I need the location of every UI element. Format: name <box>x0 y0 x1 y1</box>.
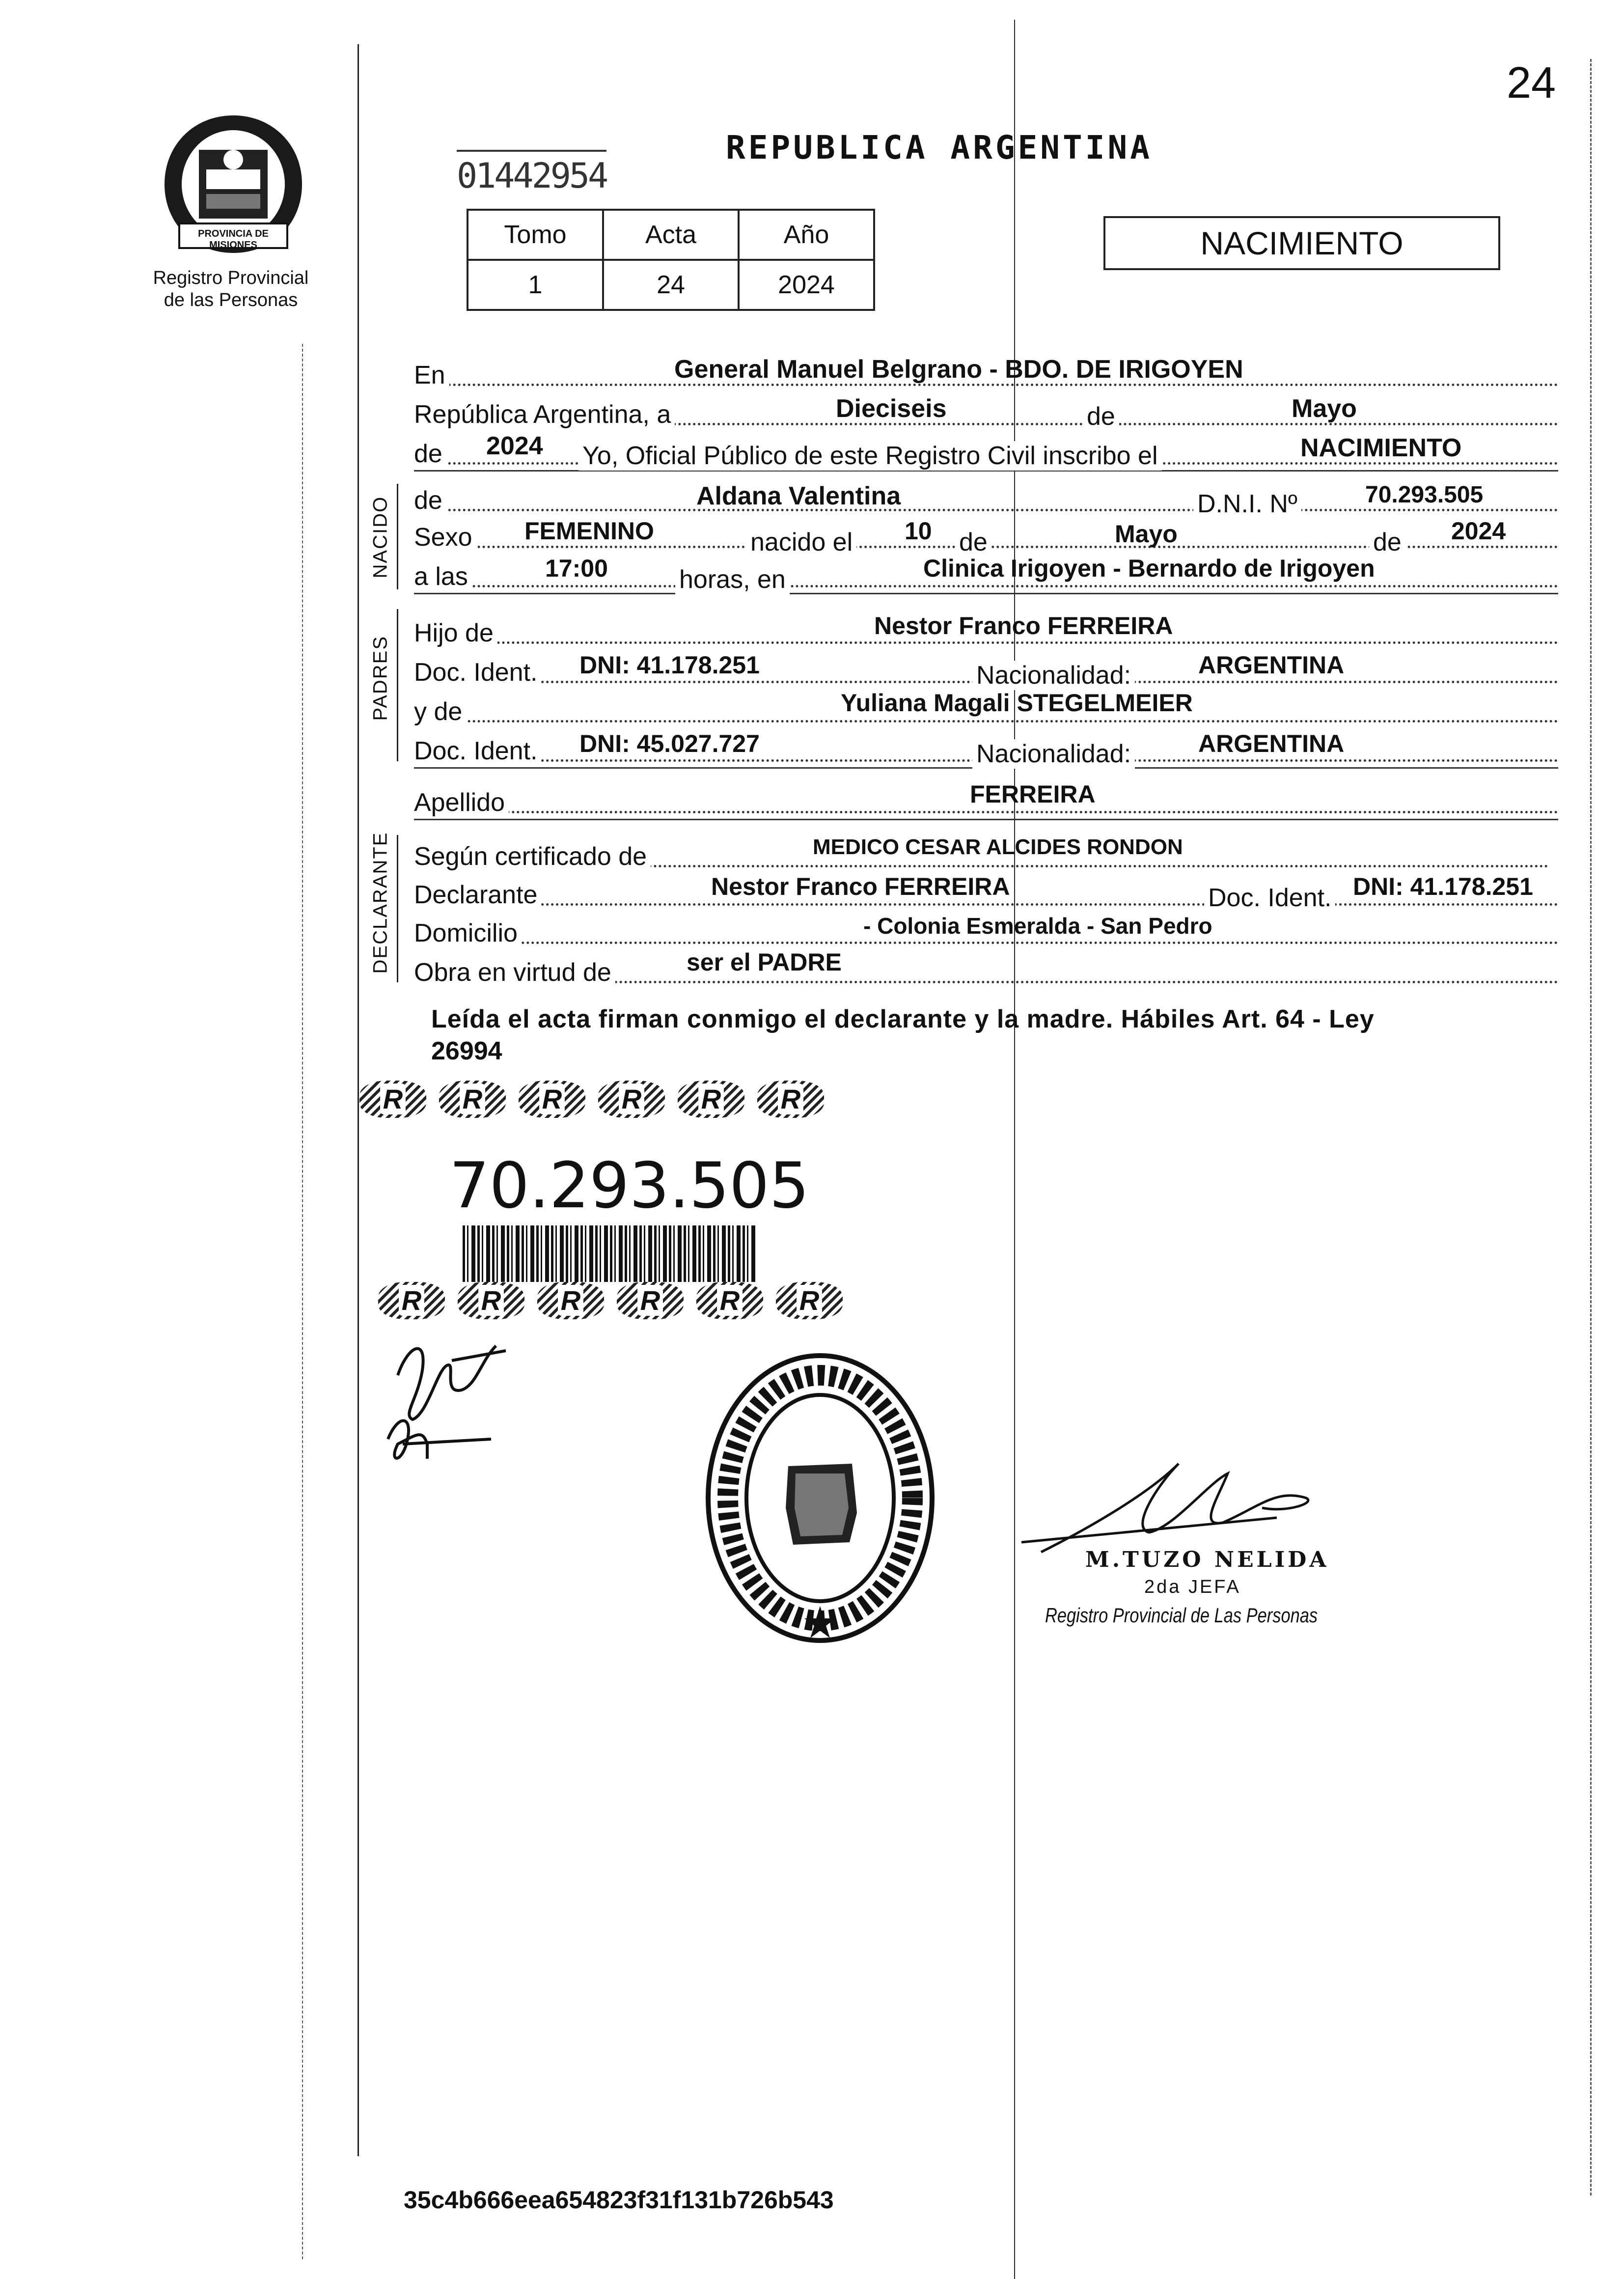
declarant-signature <box>378 1316 535 1473</box>
inscription-value: NACIMIENTO <box>1300 434 1462 462</box>
country-title: REPUBLICA ARGENTINA <box>726 129 1153 167</box>
birth-day: 10 <box>905 517 932 545</box>
father-nationality: ARGENTINA <box>1198 651 1345 679</box>
sticker-number: 70.293.505 <box>449 1149 809 1223</box>
cert-label: Según certificado de <box>414 842 651 871</box>
closing-line2: 26994 <box>431 1037 502 1065</box>
page-number: 24 <box>1507 58 1556 108</box>
r-mark: R <box>378 1282 445 1319</box>
r-mark: R <box>537 1282 604 1319</box>
birth-de2-label: de <box>1369 528 1405 557</box>
mother-doc: DNI: 45.027.727 <box>579 730 760 757</box>
misiones-logo <box>160 111 307 258</box>
de2-label: de <box>414 439 446 469</box>
mother-nationality: ARGENTINA <box>1198 730 1345 757</box>
r-mark: R <box>439 1081 506 1118</box>
de-label: de <box>1083 402 1119 431</box>
anio-value: 2024 <box>739 260 874 310</box>
cert-value: MEDICO CESAR ALCIDES RONDON <box>813 835 1183 859</box>
day-value: Dieciseis <box>836 394 947 423</box>
r-mark: R <box>519 1081 585 1118</box>
r-mark: R <box>776 1282 843 1319</box>
logo-text: PROVINCIA DE MISIONES <box>198 228 269 250</box>
row-obra <box>414 951 1558 990</box>
official-office: Registro Provincial de Las Personas <box>1045 1604 1318 1627</box>
serial-number: 01442954 <box>457 150 606 196</box>
nacido-el-label: nacido el <box>746 528 856 557</box>
tomo-value: 1 <box>468 260 603 310</box>
nacido-section-label: NACIDO <box>369 496 391 579</box>
official-name: M.TUZO NELIDA <box>1085 1547 1329 1572</box>
mother-doc-label: Doc. Ident. <box>414 736 541 766</box>
r-mark: R <box>359 1081 426 1118</box>
act-type-box <box>1103 216 1500 270</box>
padres-bracket <box>397 609 398 761</box>
apellido-value: FERREIRA <box>970 780 1096 808</box>
registry-name-line2: de las Personas <box>164 290 298 310</box>
row-republica <box>414 393 1558 432</box>
yo-label: Yo, Oficial Público de este Registro Civil inscribo el <box>578 441 1162 471</box>
registry-name-line1: Registro Provincial <box>153 268 309 288</box>
declarante-doc: DNI: 41.178.251 <box>1353 873 1533 900</box>
nacido-bracket <box>397 484 398 589</box>
sexo-label: Sexo <box>414 523 476 552</box>
domicilio-value: - Colonia Esmeralda - San Pedro <box>863 913 1212 939</box>
birth-place: Clinica Irigoyen - Bernardo de Irigoyen <box>923 555 1375 582</box>
apellido-label: Apellido <box>414 788 509 817</box>
obra-value: ser el PADRE <box>687 948 842 976</box>
domicilio-label: Domicilio <box>414 918 522 948</box>
decl-doc-label: Doc. Ident. <box>1204 883 1335 913</box>
year-value: 2024 <box>486 432 543 460</box>
r-mark: R <box>458 1282 524 1319</box>
r-mark: R <box>678 1081 744 1118</box>
declarante-label: Declarante <box>414 880 541 910</box>
mother-nat-label: Nacionalidad: <box>972 739 1135 769</box>
acta-value: 24 <box>603 260 739 310</box>
left-edge-dashed-line <box>302 344 303 2259</box>
dni-label: D.N.I. Nº <box>1193 489 1301 519</box>
closing-line1: Leída el acta firman conmigo el declarante y la madre. Hábiles Art. 64 - Ley <box>431 1005 1375 1033</box>
padres-section-label: PADRES <box>369 635 391 721</box>
child-dni: 70.293.505 <box>1365 482 1484 508</box>
birth-de-label: de <box>955 528 991 557</box>
barcode <box>463 1225 757 1282</box>
security-strip-bottom <box>378 1282 843 1319</box>
birth-year: 2024 <box>1451 517 1506 545</box>
mother-name: Yuliana Magali STEGELMEIER <box>841 689 1193 717</box>
acta-header: Acta <box>603 210 739 260</box>
month-value: Mayo <box>1292 394 1357 423</box>
act-type-label: NACIMIENTO <box>1200 225 1404 261</box>
right-edge-dashed-line <box>1590 59 1592 2196</box>
r-mark: R <box>598 1081 665 1118</box>
child-name: Aldana Valentina <box>696 482 901 510</box>
birth-month: Mayo <box>1115 520 1178 548</box>
tomo-acta-table <box>467 209 875 311</box>
hijo-label: Hijo de <box>414 618 497 648</box>
r-mark: R <box>757 1081 824 1118</box>
alas-label: a las <box>414 562 472 591</box>
r-mark: R <box>696 1282 763 1319</box>
registry-stamp <box>702 1351 938 1645</box>
left-margin-line <box>358 44 359 2156</box>
official-role: 2da JEFA <box>1144 1577 1241 1597</box>
document-hash: 35c4b666eea654823f31f131b726b543 <box>404 2186 834 2214</box>
declarante-name: Nestor Franco FERREIRA <box>711 873 1010 900</box>
father-doc: DNI: 41.178.251 <box>579 651 760 679</box>
father-name: Nestor Franco FERREIRA <box>874 612 1173 639</box>
republica-label: República Argentina, a <box>414 400 675 429</box>
father-doc-label: Doc. Ident. <box>414 658 541 687</box>
obra-label: Obra en virtud de <box>414 958 615 987</box>
declarante-section-label: DECLARANTE <box>369 832 391 974</box>
en-label: En <box>414 361 449 390</box>
declarante-bracket <box>397 835 398 982</box>
anio-header: Año <box>739 210 874 260</box>
horas-label: horas, en <box>675 565 790 594</box>
security-strip-top <box>359 1081 824 1118</box>
sexo-value: FEMENINO <box>524 517 654 545</box>
father-nat-label: Nacionalidad: <box>972 661 1135 690</box>
yde-label: y de <box>414 697 466 726</box>
r-mark: R <box>617 1282 684 1319</box>
tomo-header: Tomo <box>468 210 603 260</box>
birth-time: 17:00 <box>545 555 608 582</box>
en-value: General Manuel Belgrano - BDO. DE IRIGOYEN <box>674 355 1243 384</box>
nacido-de-label: de <box>414 486 446 515</box>
